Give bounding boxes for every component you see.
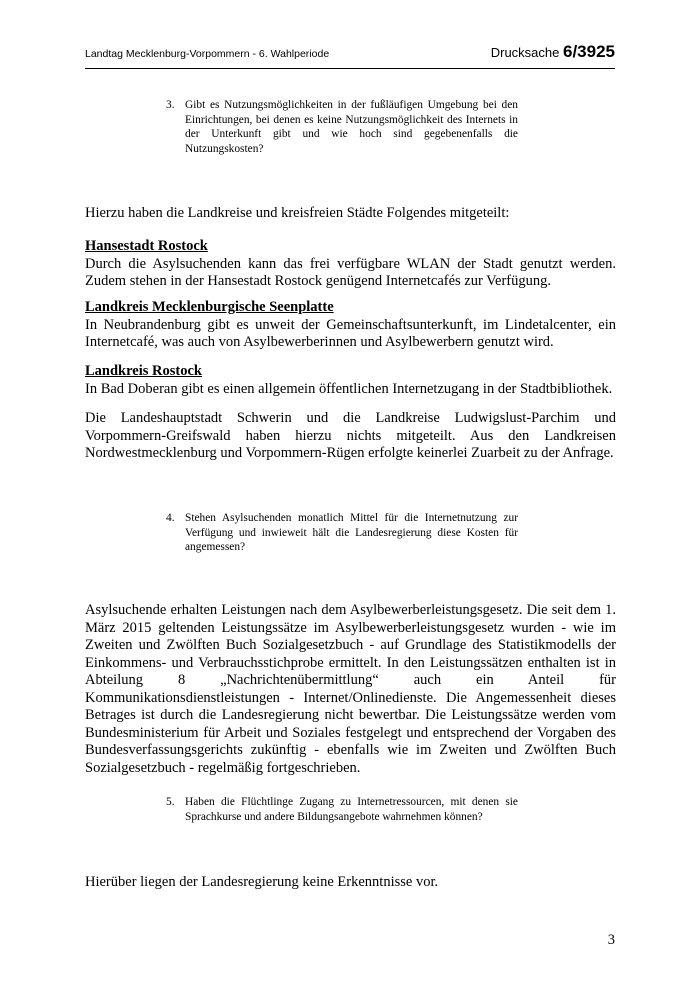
question-3 bbox=[166, 98, 518, 156]
section-hansestadt-rostock bbox=[85, 238, 616, 291]
header-title: Landtag Mecklenburg-Vorpommern - 6. Wahlperiode bbox=[85, 48, 330, 60]
section-seenplatte bbox=[85, 299, 616, 352]
section-text: Durch die Asylsuchenden kann das frei verfügbare WLAN der Stadt genutzt werden. Zudem stehen in der Hansestadt Rostock genügend Internetcafés zur Verfügung. bbox=[85, 255, 616, 289]
section-landkreis-rostock bbox=[85, 363, 616, 398]
question-5 bbox=[166, 795, 518, 824]
section-text: In Bad Doberan gibt es einen allgemein öffentlichen Internetzugang in der Stadtbibliothek. bbox=[85, 380, 613, 397]
question-4 bbox=[166, 511, 518, 555]
question-text: Stehen Asylsuchenden monatlich Mittel für die Internetnutzung zur Verfügung und inwieweit hält die Landesregierung diese Kosten für angemessen? bbox=[185, 512, 518, 553]
answer-others: Die Landeshauptstadt Schwerin und die Landkreise Ludwigslust-Parchim und Vorpommern-Greifswald haben hierzu nichts mitgeteilt. Aus den Landkreisen Nordwestmecklenburg und Vorpommern-Rügen erfolgte keinerlei Zuarbeit zu der Anfrage. bbox=[85, 410, 616, 461]
section-heading: Landkreis Rostock bbox=[85, 363, 202, 379]
header-divider bbox=[85, 68, 615, 69]
document-label: Drucksache bbox=[490, 45, 560, 60]
section-heading: Landkreis Mecklenburgische Seenplatte bbox=[85, 299, 334, 315]
document-number-value: 6/3925 bbox=[563, 42, 615, 61]
question-number: 3. bbox=[166, 99, 175, 111]
question-text: Haben die Flüchtlinge Zugang zu Internetressourcen, mit denen sie Sprachkurse und andere Bildungsangebote wahrnehmen können? bbox=[185, 796, 518, 823]
question-number: 4. bbox=[166, 512, 175, 524]
question-text: Gibt es Nutzungsmöglichkeiten in der fußläufigen Umgebung bei den Einrichtungen, bei denen es keine Nutzungsmöglichkeit des Internets in der Unterkunft gibt und wie hoch sind gegebenenfalls die Nutzungskosten? bbox=[185, 99, 518, 155]
answer-intro: Hierzu haben die Landkreise und kreisfreien Städte Folgendes mitgeteilt: bbox=[85, 205, 510, 221]
question-number: 5. bbox=[166, 796, 175, 808]
document-number bbox=[491, 42, 615, 62]
section-text: In Neubrandenburg gibt es unweit der Gemeinschaftsunterkunft, im Lindetalcenter, ein Internetcafé, was auch von Asylbewerberinnen und Asylbewerbern genutzt wird. bbox=[85, 316, 616, 350]
answer-5: Hierüber liegen der Landesregierung keine Erkenntnisse vor. bbox=[85, 874, 439, 890]
page-number: 3 bbox=[607, 932, 615, 948]
answer-4: Asylsuchende erhalten Leistungen nach dem Asylbewerberleistungsgesetz. Die seit dem 1. März 2015 geltenden Leistungssätze im Asylbewerberleistungsgesetz wurden - wie im Zweiten und Zwölften Buch Sozialgesetzbuch - auf Grundlage des Statistikmodells der Einkommens- und Verbrauchsstichprobe ermittelt. In den Leistungssätzen enthalten ist in Abteilung 8 „Nachrichtenübermittlung“ auch ein Anteil für Kommunikationsdienstleistungen - Internet/Onlinedienste. Die Angemessenheit dieses Betrages ist durch die Landesregierung nicht bewertbar. Die Leistungssätze werden vom Bundesministerium für Arbeit und Soziales festgelegt und entsprechend der Vorgaben des Bundesverfassungsgerichts zukünftig - ebenfalls wie im Zweiten und Zwölften Buch Sozialgesetzbuch - regelmäßig fortgeschrieben. bbox=[85, 602, 616, 776]
section-heading: Hansestadt Rostock bbox=[85, 238, 208, 254]
